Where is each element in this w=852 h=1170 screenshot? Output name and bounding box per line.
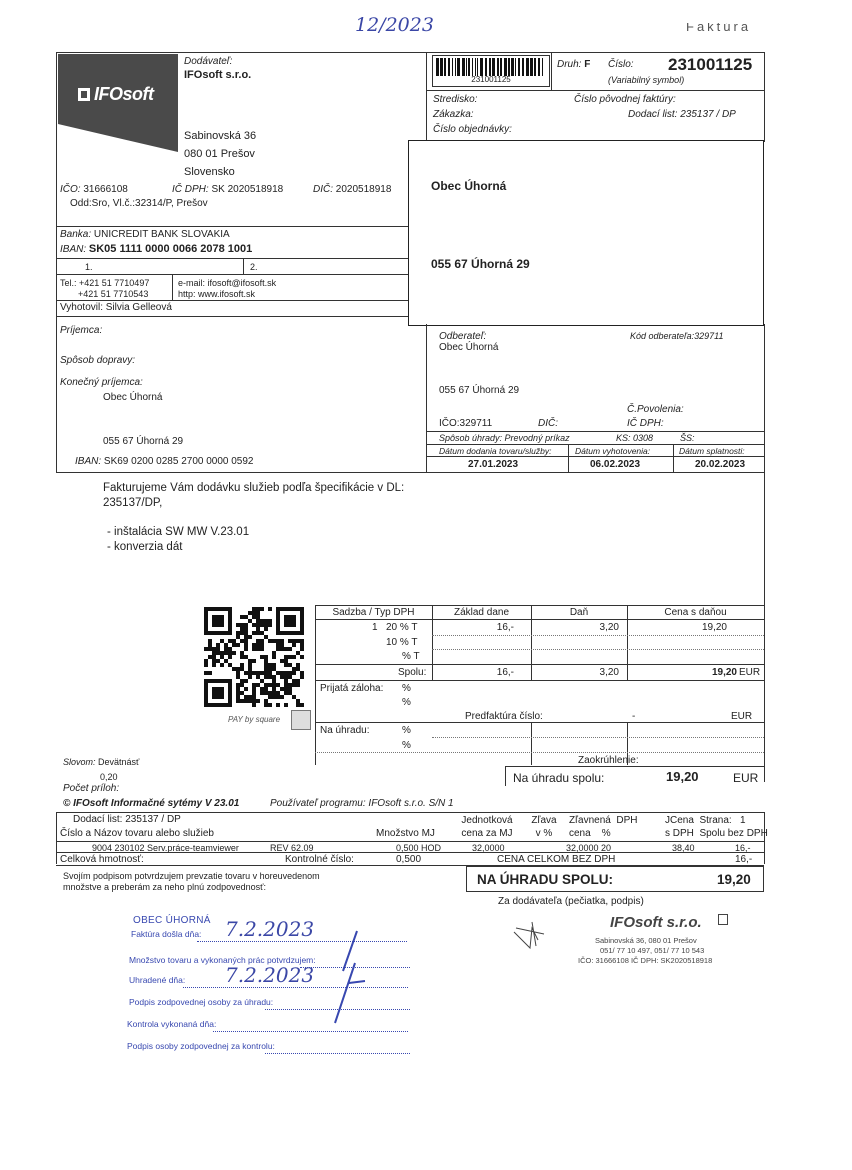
item-row-rev: REV 62.09: [270, 843, 314, 853]
address-window: [408, 140, 764, 326]
address-name: Obec Úhorná: [431, 179, 507, 193]
amount-in-words-fraction: 0,20: [100, 772, 118, 782]
invoice-number: 231001125: [668, 55, 753, 74]
software-footer: © IFOsoft Informačné sytémy V 23.01: [63, 798, 240, 809]
total-due-label: Na úhradu spolu:: [513, 771, 605, 785]
body-item-2: - konverzia dát: [107, 541, 183, 553]
delivery-date: 27.01.2023: [468, 459, 519, 470]
supplier-label: Dodávateľ:: [184, 56, 233, 67]
supplier-street: Sabinovská 36: [184, 130, 257, 142]
items-header-total: JCena Strana: 1 s DPH Spolu bez DPH: [665, 815, 768, 839]
signature-statement-2: množstve a preberám za neho plnú zodpovednosť:: [63, 882, 267, 892]
customer-label: Odberateľ:: [439, 331, 487, 342]
signature-scribble: [315, 927, 375, 1027]
customer-name: Obec Úhorná: [439, 342, 499, 353]
supplier-web[interactable]: http: www.ifosoft.sk: [178, 289, 256, 299]
constant-symbol: KS: 0308: [616, 433, 654, 443]
address-city: 055 67 Úhorná 29: [431, 257, 530, 271]
invoice-number-label: Číslo:: [608, 59, 634, 70]
grand-total-label: NA ÚHRADU SPOLU:: [477, 872, 613, 887]
vat-row2-rate: 10 % T: [386, 637, 418, 648]
control-number-value: 0,500: [396, 854, 422, 865]
final-recipient-label: Konečný príjemca:: [60, 377, 143, 388]
item-row-unit-gross: 38,40: [672, 843, 695, 853]
payment-method: Spôsob úhrady: Prevodný príkaz: [439, 433, 570, 443]
total-due-currency: EUR: [733, 771, 759, 785]
delivery-date-label: Dátum dodania tovaru/služby:: [439, 446, 552, 456]
items-header-discount: Zľava v %: [531, 815, 557, 839]
vat-row1-rate: 20 % T: [386, 622, 418, 633]
vat-sum-currency: EUR: [739, 667, 761, 678]
pay-by-square-qr: [204, 607, 308, 711]
supplier-stamp: IFOsoft s.r.o. Sabinovská 36, 080 01 Prešov 051/ 77 10 497, 051/ 77 10 543 IČO: 31666108 IČ DPH: SK2020518918: [510, 912, 750, 972]
vat-header-rate: Sadzba / Typ DPH: [332, 607, 415, 618]
customer-dic: DIČ:: [538, 418, 558, 429]
payable-label: Na úhradu:: [320, 725, 370, 736]
vat-sum-label: Spolu:: [398, 667, 427, 678]
issue-date: 06.02.2023: [590, 459, 641, 470]
pro-forma-value: -: [632, 711, 636, 722]
customer-icdph: IČ DPH:: [627, 418, 664, 429]
items-header-name: Číslo a Názov tovaru alebo služieb: [60, 828, 214, 839]
bank-slot-1: 1.: [85, 262, 93, 272]
supplier-logo: IFOsoft: [58, 54, 178, 152]
delivery-method-label: Spôsob dopravy:: [60, 355, 136, 366]
advance-pct-1: %: [402, 683, 411, 694]
final-recipient-name: Obec Úhorná: [103, 392, 163, 403]
variable-symbol-note: (Variabilný symbol): [608, 75, 685, 85]
original-invoice-label: Číslo pôvodnej faktúry:: [574, 94, 676, 105]
supplier-name: IFOsoft s.r.o.: [184, 69, 252, 81]
total-net-label: CENA CELKOM BEZ DPH: [497, 854, 616, 865]
vat-sum-tax: 3,20: [599, 667, 619, 678]
bank-slot-2: 2.: [250, 262, 258, 272]
pro-forma-currency: EUR: [731, 711, 753, 722]
supplier-signature-label: Za dodávateľa (pečiatka, podpis): [498, 896, 644, 907]
supplier-register: Odd:Sro, Vl.č.:32314/P, Prešov: [70, 198, 208, 209]
vat-row1-total: 19,20: [701, 622, 727, 633]
qr-icon: [291, 710, 311, 730]
payable-pct-2: %: [402, 740, 411, 751]
supplier-tel-1: Tel.: +421 51 7710497: [60, 278, 150, 288]
payable-pct-1: %: [402, 725, 411, 736]
order-number-label: Číslo objednávky:: [433, 124, 512, 135]
due-date: 20.02.2023: [695, 459, 746, 470]
supplier-icdph: IČ DPH: SK 2020518918: [172, 184, 284, 195]
supplier-email[interactable]: e-mail: ifosoft@ifosoft.sk: [178, 278, 277, 288]
supplier-tel-2: +421 51 7710543: [78, 289, 149, 299]
items-header-qty: Množstvo MJ: [376, 828, 435, 839]
item-row-unit-price: 32,0000: [472, 843, 505, 853]
invoice-type: Druh: F: [557, 59, 591, 70]
items-delivery-note: Dodací list: 235137 / DP: [73, 814, 181, 825]
item-row-code: 9004 230102 Serv.práce-teamviewer: [92, 843, 239, 853]
receipt-stamp: OBEC ÚHORNÁ Faktúra došla dňa: Množstvo tovaru a vykonaných prác potvrdzujem: Uhradené dňa: Podpis zodpovednej osoby za úhradu: Kontrola vykonaná dňa: Podpis osoby zodpovednej za kontrolu: 7.2.2023 7.2.2023: [125, 913, 425, 1063]
recipient-iban: IBAN: SK69 0200 0285 2700 0000 0592: [75, 456, 254, 467]
due-date-label: Dátum splatnosti:: [679, 446, 745, 456]
body-intro: Fakturujeme Vám dodávku služieb podľa špecifikácie v DL:: [103, 482, 405, 494]
total-weight-label: Celková hmotnosť:: [60, 854, 144, 865]
issued-by: Vyhotovil: Silvia Gelleová: [60, 302, 172, 313]
document-type-heading: Faktúra: [686, 23, 752, 33]
total-net-value: 16,-: [735, 854, 753, 865]
vat-sum-base: 16,-: [496, 667, 514, 678]
recipient-label: Príjemca:: [60, 325, 103, 336]
job-label: Zákazka:: [433, 109, 474, 120]
body-reference: 235137/DP,: [103, 497, 163, 509]
amount-in-words: Slovom: Devätnásť: [63, 757, 140, 767]
customer-city: 055 67 Úhorná 29: [439, 385, 520, 396]
rounding-label: Zaokrúhlenie:: [578, 755, 639, 766]
attachments-label: Počet príloh:: [63, 783, 120, 794]
barcode: 231001125: [432, 55, 550, 87]
issue-date-label: Dátum vyhotovenia:: [575, 446, 651, 456]
body-item-1: - inštalácia SW MW V.23.01: [107, 526, 250, 538]
grand-total-box: [466, 866, 764, 892]
qr-caption: PAY by square: [228, 715, 281, 724]
item-row-discounted: 32,0000 20: [566, 843, 612, 853]
vat-header-total: Cena s daňou: [664, 607, 727, 618]
supplier-signature: [510, 918, 550, 954]
grand-total-value: 19,20: [717, 872, 751, 887]
final-recipient-city: 055 67 Úhorná 29: [103, 436, 184, 447]
customer-ico: IČO:329711: [439, 418, 493, 429]
items-header-discounted: Zľavnená DPH cena %: [569, 815, 638, 839]
advance-pct-2: %: [402, 697, 411, 708]
supplier-bank: Banka: UNICREDIT BANK SLOVAKIA: [60, 229, 230, 240]
total-due-amount: 19,20: [666, 769, 699, 784]
supplier-country: Slovensko: [184, 166, 235, 178]
item-row-qty: 0,500 HOD: [396, 843, 442, 853]
handwritten-date: 12/2023: [355, 14, 434, 36]
advance-label: Prijatá záloha:: [320, 683, 384, 694]
items-header-unit-price: Jednotková cena za MJ: [461, 815, 513, 839]
vat-row1-tax: 3,20: [599, 622, 619, 633]
delivery-note: Dodací list: 235137 / DP: [628, 109, 736, 120]
vat-row3-rate: % T: [402, 651, 420, 662]
specific-symbol: ŠS:: [680, 433, 695, 443]
supplier-ico: IČO: 31666108: [60, 184, 128, 195]
vat-sum-total: 19,20: [711, 667, 737, 678]
pro-forma-label: Predfaktúra číslo:: [465, 711, 543, 722]
customer-code: Kód odberateľa:329711: [630, 331, 724, 341]
supplier-city: 080 01 Prešov: [184, 148, 255, 160]
permit-label: Č.Povolenia:: [627, 404, 684, 415]
vat-row1-index: 1: [372, 622, 378, 633]
signature-statement-1: Svojím podpisom potvrdzujem prevzatie tovaru v horeuvedenom: [63, 871, 320, 881]
cost-center-label: Stredisko:: [433, 94, 478, 105]
received-date-handwritten: 7.2.2023: [225, 917, 315, 941]
vat-row1-base: 16,-: [496, 622, 514, 633]
supplier-iban: IBAN: SK05 1111 0000 0066 2078 1001: [60, 243, 253, 255]
item-row-total: 16,-: [735, 843, 751, 853]
supplier-dic: DIČ: 2020518918: [313, 184, 392, 195]
control-number-label: Kontrolné číslo:: [285, 854, 354, 865]
vat-header-base: Základ dane: [453, 607, 510, 618]
vat-header-tax: Daň: [569, 607, 589, 618]
paid-date-handwritten: 7.2.2023: [225, 963, 315, 987]
software-user: Používateľ programu: IFOsoft s.r.o. S/N 1: [270, 798, 454, 809]
